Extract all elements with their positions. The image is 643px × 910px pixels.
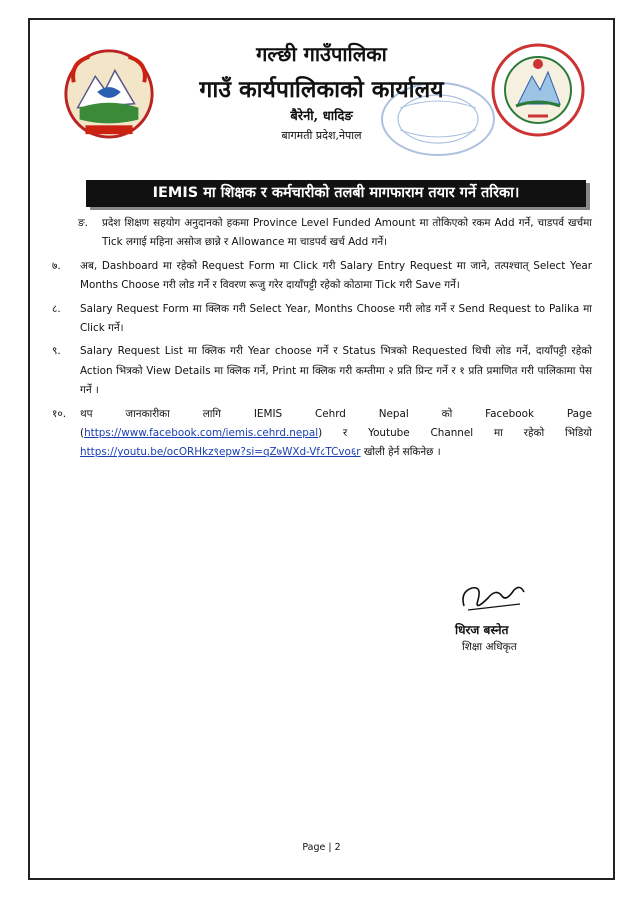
- page-number: Page | 2: [302, 842, 341, 853]
- list-item-text: [80, 257, 592, 296]
- text-segment: Salary Request List मा क्लिक गरी Year choose गर्ने र Status भित्रको Requested थिची लोड गर्ने, दायाँपट्टी रहेको Action भित्रको View Details मा क्लिक गर्ने, Print मा क्लिक गरी कम्तीमा २ प्रति प्रिन्ट गर्ने र १ प्रति प्रमाणित गरी पालिकामा पेस गर्ने ।: [80, 345, 592, 397]
- list-item-number: ङ.: [78, 217, 88, 229]
- province-name: बागमती प्रदेश,नेपाल: [281, 129, 362, 142]
- list-item-number: ८.: [52, 302, 61, 315]
- hyperlink[interactable]: https://youtu.be/ocORHkz९epw?si=qZ७WXd-Vf८TCvo६r: [80, 446, 361, 459]
- list-item-number: ७.: [52, 259, 61, 272]
- list-item-text: [80, 342, 592, 400]
- list-item-number: ९.: [52, 345, 61, 358]
- list-item-text: [80, 300, 592, 339]
- text-segment: Salary Request Form मा क्लिक गरी Select Year, Months Choose गरी लोड गर्ने र Send Request to Palika मा Click गर्ने।: [80, 302, 592, 335]
- hyperlink[interactable]: https://www.facebook.com/iemis.cehrd.nepal: [84, 427, 319, 440]
- text-segment: अब, Dashboard मा रहेको Request Form मा Click गरी Salary Entry Request मा जाने, तत्पश्चात् Select Year Months Choose गरी लोड गर्ने र विवरण रूजु गरेर दायाँपट्टी रहेको कोठामा Tick गरी Save गर्ने।: [80, 259, 592, 292]
- list-item-text: [80, 405, 592, 463]
- list-item: [52, 257, 592, 296]
- text-segment: प्रदेश शिक्षण सहयोग अनुदानको हकमा Province Level Funded Amount मा तोकिएको रकम Add गर्ने, चाडपर्व खर्चमा Tick लगाई महिना असोज छान्ने र Allowance मा चाडपर्व खर्च Add गर्ने।: [102, 217, 592, 249]
- list-item-text: [102, 214, 592, 253]
- list-item-number: १०.: [52, 407, 67, 420]
- list-item: [52, 405, 592, 463]
- list-item: [52, 214, 592, 253]
- text-segment: खोली हेर्न सकिनेछ ।: [360, 446, 441, 459]
- signature-icon: [458, 578, 528, 616]
- document-title: IEMIS मा शिक्षक र कर्मचारीको तलबी मागफाराम तयार गर्ने तरिका।: [86, 180, 586, 207]
- signatory-name: धिरज बस्नेत: [455, 623, 509, 637]
- municipality-name: गल्छी गाउँपालिका: [256, 42, 387, 66]
- instruction-list: [52, 214, 592, 467]
- list-item: [52, 342, 592, 400]
- letterhead: [0, 0, 643, 170]
- text-segment: थप जानकारीका लागि IEMIS Cehrd Nepal को Facebook Page (: [80, 407, 592, 440]
- text-segment: ) र Youtube Channel मा रहेको भिडियो: [318, 427, 592, 440]
- list-item: [52, 300, 592, 339]
- signatory-title: शिक्षा अधिकृत: [462, 641, 517, 653]
- office-address: बैरेनी, धादिङ: [290, 109, 353, 124]
- office-name: गाउँ कार्यपालिकाको कार्यालय: [199, 76, 444, 103]
